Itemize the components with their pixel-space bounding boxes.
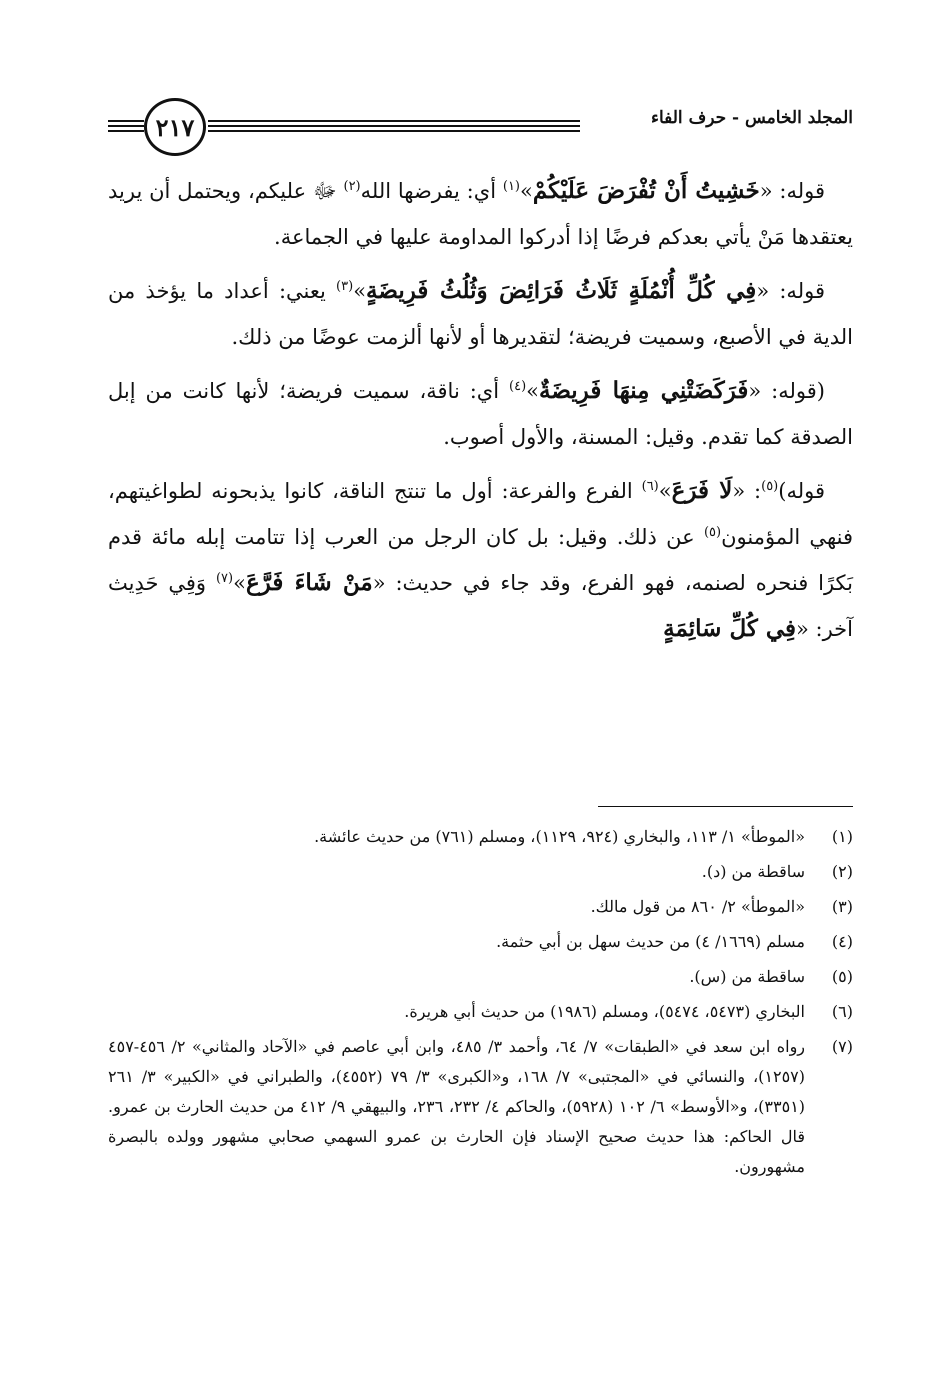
footnote bbox=[108, 822, 853, 852]
footnote bbox=[108, 997, 853, 1027]
text-run: (قوله: « bbox=[748, 379, 825, 403]
main-text bbox=[108, 168, 853, 660]
hadith-quote: لَا فَرَعَ bbox=[671, 477, 733, 504]
header-rule bbox=[208, 130, 580, 132]
footnote-separator bbox=[598, 806, 853, 807]
footnote-number: (١) bbox=[831, 827, 853, 846]
running-title: المجلد الخامس - حرف الفاء bbox=[650, 108, 853, 128]
header-rule bbox=[108, 130, 144, 132]
text-run: » bbox=[520, 179, 533, 203]
footnote-number: (٦) bbox=[831, 1002, 853, 1021]
text-run: » bbox=[353, 279, 367, 303]
footnote-number: (٧) bbox=[831, 1037, 853, 1056]
header-rule bbox=[108, 125, 144, 127]
text-run: يعني: أعداد ما يؤخذ من الدية في الأصبع، وسميت فريضة؛ لتقديرها أو لأنها ألزمت عوضًا من ذلك. bbox=[108, 279, 853, 349]
footnote-text: البخاري (٥٤٧٣، ٥٤٧٤)، ومسلم (١٩٨٦) من حديث أبي هريرة. bbox=[404, 1002, 805, 1021]
text-run: وَفِي حَدِيث آخر: « bbox=[108, 571, 853, 641]
footnote-number: (٣) bbox=[831, 897, 853, 916]
footnote-number: (٥) bbox=[831, 967, 853, 986]
footnote-ref: (٣) bbox=[336, 279, 354, 294]
footnote bbox=[108, 1032, 853, 1182]
footnote-number: (٤) bbox=[831, 932, 853, 951]
text-run: عن ذلك. وقيل: بل كان الرجل من العرب إذا تتامت إبله مائة قدم بَكرًا فنحره لصنمه، فهو الفرع، وقد جاء في حديث: « bbox=[108, 525, 853, 595]
text-run: قوله: « bbox=[759, 179, 825, 203]
text-run: » bbox=[233, 571, 246, 595]
hadith-quote: فِي كُلِّ أُنْمُلَةٍ ثَلَاثُ فَرَائِضَ وَثُلُثُ فَرِيضَةٍ bbox=[366, 277, 757, 304]
text-run: أي: ناقة، سميت فريضة؛ لأنها كانت من إبل الصدقة كما تقدم. وقيل: المسنة، والأول أصوب. bbox=[108, 379, 853, 449]
paragraph bbox=[108, 468, 853, 652]
text-run: » bbox=[526, 379, 539, 403]
footnote-ref: (٦) bbox=[641, 479, 659, 494]
footnote-ref: (٥) bbox=[761, 479, 779, 494]
footnote-text: رواه ابن سعد في «الطبقات» ٧/ ٦٤، وأحمد ٣/ ٤٨٥، وابن أبي عاصم في «الآحاد والمثاني» ٢/ ٤٥٦-٤٥٧ (١٢٥٧)، والنسائي في «المجتبى» ٧/ ١٦٨، و«الكبرى» ٣/ ٧٩ (٤٥٥٢)، والطبراني في «الكبير» ٣/ ٢٦١ (٣٣٥١)، و«الأوسط» ٦/ ١٠٢ (٥٩٢٨)، والحاكم ٤/ ٢٣٢، ٢٣٦، والبيهقي ٩/ ٤١٢ من حديث الحارث بن عمرو. قال الحاكم: هذا حديث صحيح الإسناد فإن الحارث بن عمرو السهمي صحابي مشهور وولده بالبصرة مشهورون. bbox=[108, 1037, 806, 1176]
text-run: أي: يفرضها الله bbox=[360, 179, 503, 203]
text-run: ﷻ عليكم، ويحتمل أن يريد يعتقدها مَنْ يأتي بعدكم فرضًا إذا أدركوا المداومة عليها في الجماعة. bbox=[108, 179, 853, 249]
header-rule bbox=[208, 120, 580, 122]
footnote bbox=[108, 857, 853, 887]
footnote-ref: (٥) bbox=[703, 525, 722, 540]
footnote-ref: (٢) bbox=[343, 179, 361, 194]
text-run: قوله: « bbox=[756, 279, 825, 303]
footnote-text: ساقطة من (س). bbox=[689, 967, 805, 986]
footnote-ref: (١) bbox=[502, 179, 520, 194]
paragraph bbox=[108, 168, 853, 260]
text-run: » bbox=[658, 479, 672, 503]
text-run: قوله) bbox=[778, 479, 825, 503]
footnote-text: «الموطأ» ١/ ١١٣، والبخاري (٩٢٤، ١١٢٩)، ومسلم (٧٦١) من حديث عائشة. bbox=[314, 827, 805, 846]
text-run: الفرع والفرعة: أول ما تنتج الناقة، كانوا يذبحونه لطواغيتهم، فنهي المؤمنون bbox=[108, 479, 853, 549]
footnote-text: مسلم (١٦٦٩/ ٤) من حديث سهل بن أبي حثمة. bbox=[496, 932, 805, 951]
paragraph bbox=[108, 368, 853, 460]
footnote bbox=[108, 927, 853, 957]
footnote-number: (٢) bbox=[831, 862, 853, 881]
hadith-quote: مَنْ شَاءَ فَرَّعَ bbox=[245, 569, 373, 596]
footnote-text: ساقطة من (د). bbox=[701, 862, 805, 881]
footnote bbox=[108, 962, 853, 992]
hadith-quote: خَشِيتُ أَنْ تُفْرَضَ عَلَيْكُمْ bbox=[532, 177, 760, 204]
footnotes bbox=[108, 822, 853, 1187]
footnote-ref: (٧) bbox=[215, 571, 234, 586]
header-rule bbox=[208, 125, 580, 127]
hadith-quote: فَرَكَضَتْنِي مِنهَا فَرِيضَةٌ bbox=[539, 377, 749, 404]
footnote-text: «الموطأ» ٢/ ٨٦٠ من قول مالك. bbox=[590, 897, 805, 916]
page-header bbox=[108, 98, 853, 158]
footnote bbox=[108, 892, 853, 922]
footnote-ref: (٤) bbox=[509, 379, 527, 394]
page-number: ٢١٧ bbox=[144, 98, 206, 156]
hadith-quote: فِي كُلِّ سَائِمَةٍ bbox=[663, 615, 796, 642]
text-run: : « bbox=[732, 479, 762, 503]
paragraph bbox=[108, 268, 853, 360]
header-rule bbox=[108, 120, 144, 122]
